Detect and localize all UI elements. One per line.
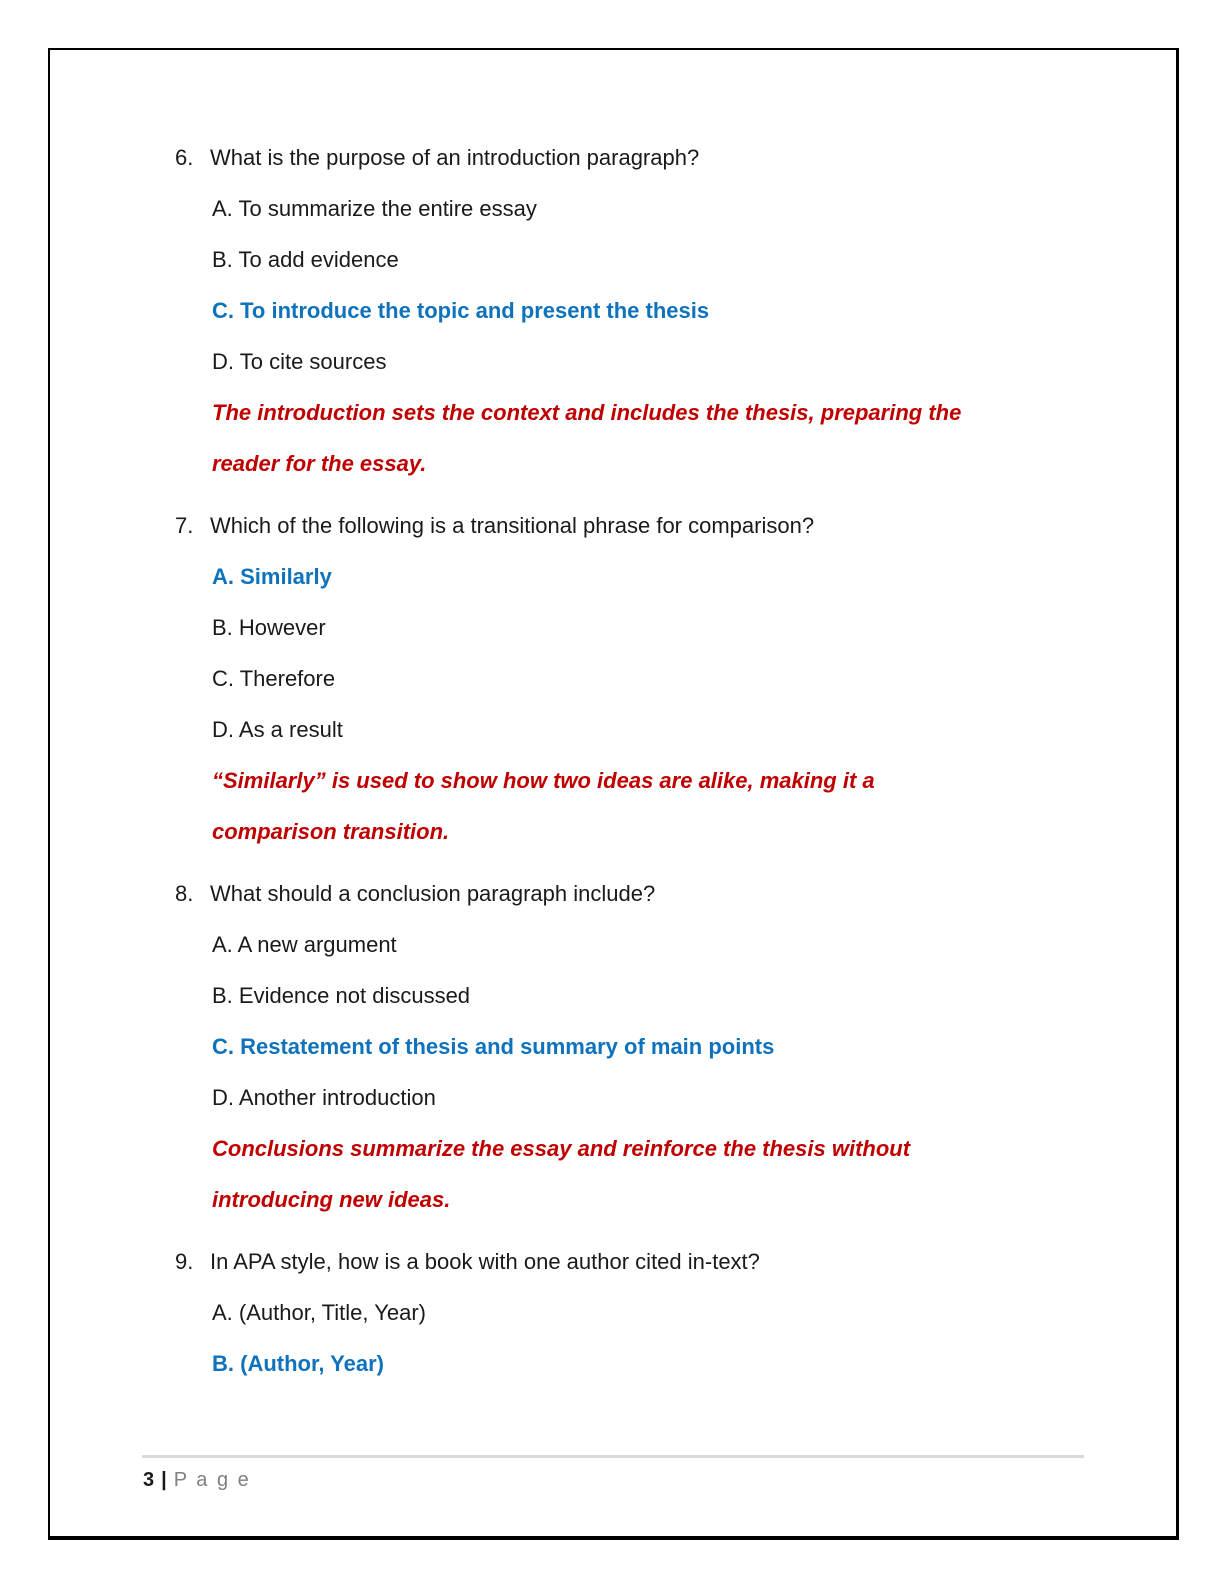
question-number: 6. xyxy=(175,145,194,170)
question-block xyxy=(50,500,1176,857)
explanation-line: reader for the essay. xyxy=(212,451,427,476)
option-line: D. As a result xyxy=(212,717,343,742)
options xyxy=(50,551,1176,755)
option-line-correct-answer: A. Similarly xyxy=(212,564,332,589)
option-line: B. To add evidence xyxy=(212,247,399,272)
explanation-line: The introduction sets the context and includes the thesis, preparing the xyxy=(212,400,962,425)
page-footer xyxy=(143,1466,251,1494)
question-block xyxy=(50,1236,1176,1389)
footer-page-label: P a g e xyxy=(173,1469,251,1491)
explanation-line: introducing new ideas. xyxy=(212,1187,451,1212)
question-number: 7. xyxy=(175,513,194,538)
option-line: D. To cite sources xyxy=(212,349,387,374)
question-block xyxy=(50,132,1176,489)
footer-separator: | xyxy=(161,1469,167,1491)
option-line-correct-answer: C. Restatement of thesis and summary of main points xyxy=(212,1034,775,1059)
option-line-correct-answer: B. (Author, Year) xyxy=(212,1351,384,1376)
question-block xyxy=(50,868,1176,1225)
explanation-line: comparison transition. xyxy=(212,819,450,844)
question-line xyxy=(50,132,1176,183)
question-text: Which of the following is a transitional phrase for comparison? xyxy=(210,513,815,538)
question-text: What is the purpose of an introduction paragraph? xyxy=(210,145,700,170)
page-number: 3 xyxy=(143,1469,155,1491)
options xyxy=(50,919,1176,1123)
explanation-line: “Similarly” is used to show how two ideas are alike, making it a xyxy=(212,768,875,793)
question-line xyxy=(50,1236,1176,1287)
question-line xyxy=(50,868,1176,919)
options xyxy=(50,183,1176,387)
option-line: A. To summarize the entire essay xyxy=(212,196,537,221)
options xyxy=(50,1287,1176,1389)
option-line: B. However xyxy=(212,615,326,640)
option-line-correct-answer: C. To introduce the topic and present the thesis xyxy=(212,298,710,323)
explanation-line: Conclusions summarize the essay and reinforce the thesis without xyxy=(212,1136,911,1161)
questions xyxy=(50,132,1176,1389)
question-number: 8. xyxy=(175,881,194,906)
question-text: In APA style, how is a book with one author cited in-text? xyxy=(210,1249,760,1274)
option-line: A. (Author, Title, Year) xyxy=(212,1300,427,1325)
footer-rule xyxy=(142,1455,1084,1458)
document-page xyxy=(48,48,1179,1540)
option-line: C. Therefore xyxy=(212,666,336,691)
option-line: B. Evidence not discussed xyxy=(212,983,471,1008)
option-line: A. A new argument xyxy=(212,932,397,957)
explanation xyxy=(50,1123,1176,1225)
question-text: What should a conclusion paragraph include? xyxy=(210,881,656,906)
explanation xyxy=(50,387,1176,489)
explanation xyxy=(50,755,1176,857)
option-line: D. Another introduction xyxy=(212,1085,436,1110)
question-number: 9. xyxy=(175,1249,194,1274)
question-line xyxy=(50,500,1176,551)
